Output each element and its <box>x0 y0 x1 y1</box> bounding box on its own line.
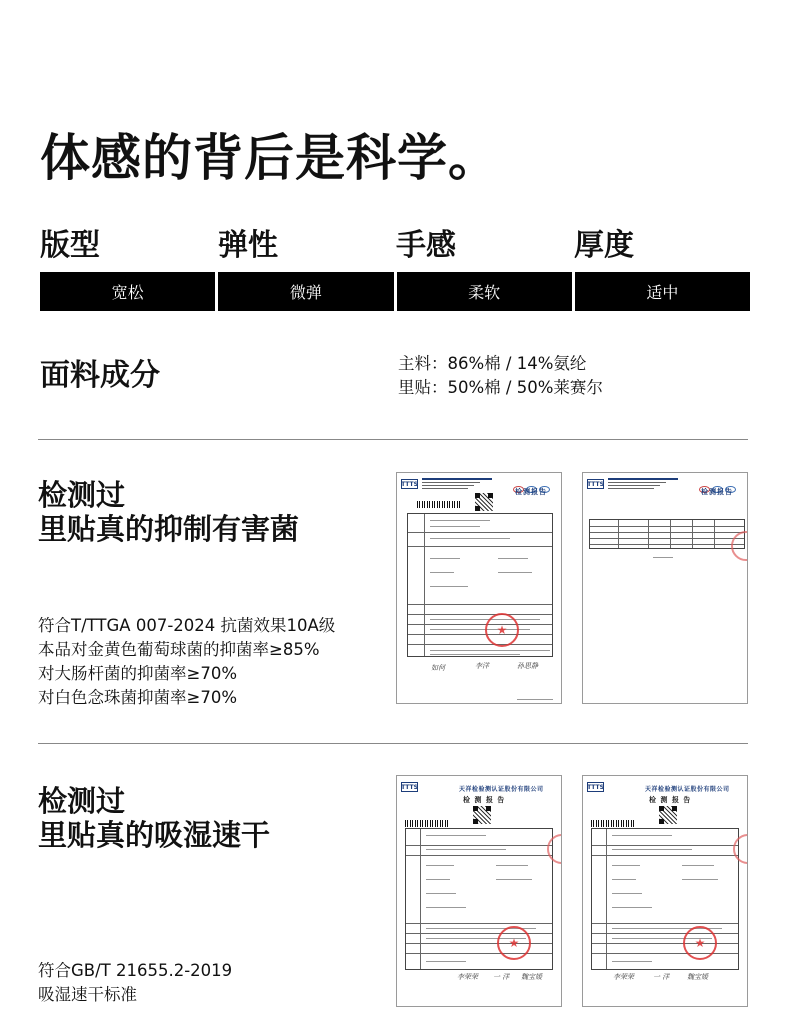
report-table <box>405 828 553 970</box>
report-org-name: 天祥检验测认证股份有限公司 <box>645 786 730 793</box>
antibacterial-title-line: 检测过 <box>38 478 126 512</box>
antibacterial-ecoli-rate: 对大肠杆菌的抑菌率≥70% <box>38 664 237 683</box>
signature: 李洋 <box>475 662 489 670</box>
red-seal-stamp-icon: ★ <box>485 613 519 647</box>
attr-value-thickness: 适中 <box>575 272 750 311</box>
signature: 李荣荣 <box>457 973 478 981</box>
attr-header-elasticity: 弹性 <box>218 228 278 263</box>
antibacterial-candida-rate: 对白色念珠菌抑菌率≥70% <box>38 688 237 707</box>
report-org-name: 天祥检验测认证股份有限公司 <box>459 786 544 793</box>
report-title: 检测报告 <box>515 488 547 496</box>
report-title: 检 测 报 告 <box>463 796 506 804</box>
qr-code-icon <box>473 806 491 824</box>
moisture-description <box>38 959 232 1007</box>
report-title: 检 测 报 告 <box>649 796 692 804</box>
signature: 魏宝媛 <box>521 973 542 981</box>
signature: 李荣荣 <box>613 973 634 981</box>
antibacterial-report-page-1 <box>396 472 562 704</box>
moisture-report-page-2 <box>582 775 748 1007</box>
ttts-logo: TTTS <box>401 783 418 791</box>
red-seal-stamp-icon: ★ <box>497 926 531 960</box>
qr-code-icon <box>659 806 677 824</box>
seal-stamp-edge-icon <box>731 531 748 561</box>
page-headline: 体感的背后是科学。 <box>40 129 499 187</box>
attribute-value-bar <box>40 272 750 311</box>
moisture-standard: 符合GB/T 21655.2-2019 <box>38 961 233 980</box>
attr-value-hand-feel: 柔软 <box>397 272 572 311</box>
report-title: 检测报告 <box>701 488 733 496</box>
certification-marks-icon <box>513 478 553 486</box>
fabric-main-line: 主料：86%棉 / 14%氨纶 <box>398 354 587 373</box>
barcode-icon <box>591 820 635 827</box>
section-divider <box>38 743 748 744</box>
fabric-composition <box>398 352 603 400</box>
report-results-table <box>589 519 745 549</box>
signature: 如何 <box>431 664 445 672</box>
antibacterial-report-page-2 <box>582 472 748 704</box>
moisture-standard-name: 吸湿速干标准 <box>38 985 137 1004</box>
ttts-logo: TTTS <box>401 480 418 488</box>
ttts-logo: TTTS <box>587 783 604 791</box>
antibacterial-standard: 符合T/TTGA 007-2024 抗菌效果10A级 <box>38 616 336 635</box>
report-table <box>407 513 553 657</box>
fabric-title: 面料成分 <box>40 358 160 393</box>
moisture-title <box>38 784 270 852</box>
red-seal-stamp-icon: ★ <box>683 926 717 960</box>
attr-header-hand-feel: 手感 <box>396 228 456 263</box>
report-table <box>591 828 739 970</box>
antibacterial-title <box>38 478 299 546</box>
attr-value-fit: 宽松 <box>40 272 215 311</box>
moisture-title-line: 检测过 <box>38 784 126 818</box>
section-divider <box>38 439 748 440</box>
qr-code-icon <box>475 493 493 511</box>
moisture-report-page-1 <box>396 775 562 1007</box>
signature: 一 洋 <box>493 973 510 981</box>
antibacterial-description <box>38 614 335 710</box>
antibacterial-title-line: 里贴真的抑制有害菌 <box>38 512 300 546</box>
certification-marks-icon <box>699 478 739 486</box>
signature: 一 洋 <box>653 973 670 981</box>
barcode-icon <box>417 501 461 508</box>
attr-header-thickness: 厚度 <box>574 228 634 263</box>
moisture-title-line: 里贴真的吸湿速干 <box>38 818 271 852</box>
fabric-lining-line: 里贴：50%棉 / 50%莱赛尔 <box>398 378 603 397</box>
attr-value-elasticity: 微弹 <box>218 272 393 311</box>
ttts-logo: TTTS <box>587 480 604 488</box>
attr-header-fit: 版型 <box>40 228 100 263</box>
signature: 魏宝媛 <box>687 973 708 981</box>
signature: 孙思静 <box>517 662 538 670</box>
barcode-icon <box>405 820 449 827</box>
antibacterial-staph-rate: 本品对金黄色葡萄球菌的抑菌率≥85% <box>38 640 320 659</box>
